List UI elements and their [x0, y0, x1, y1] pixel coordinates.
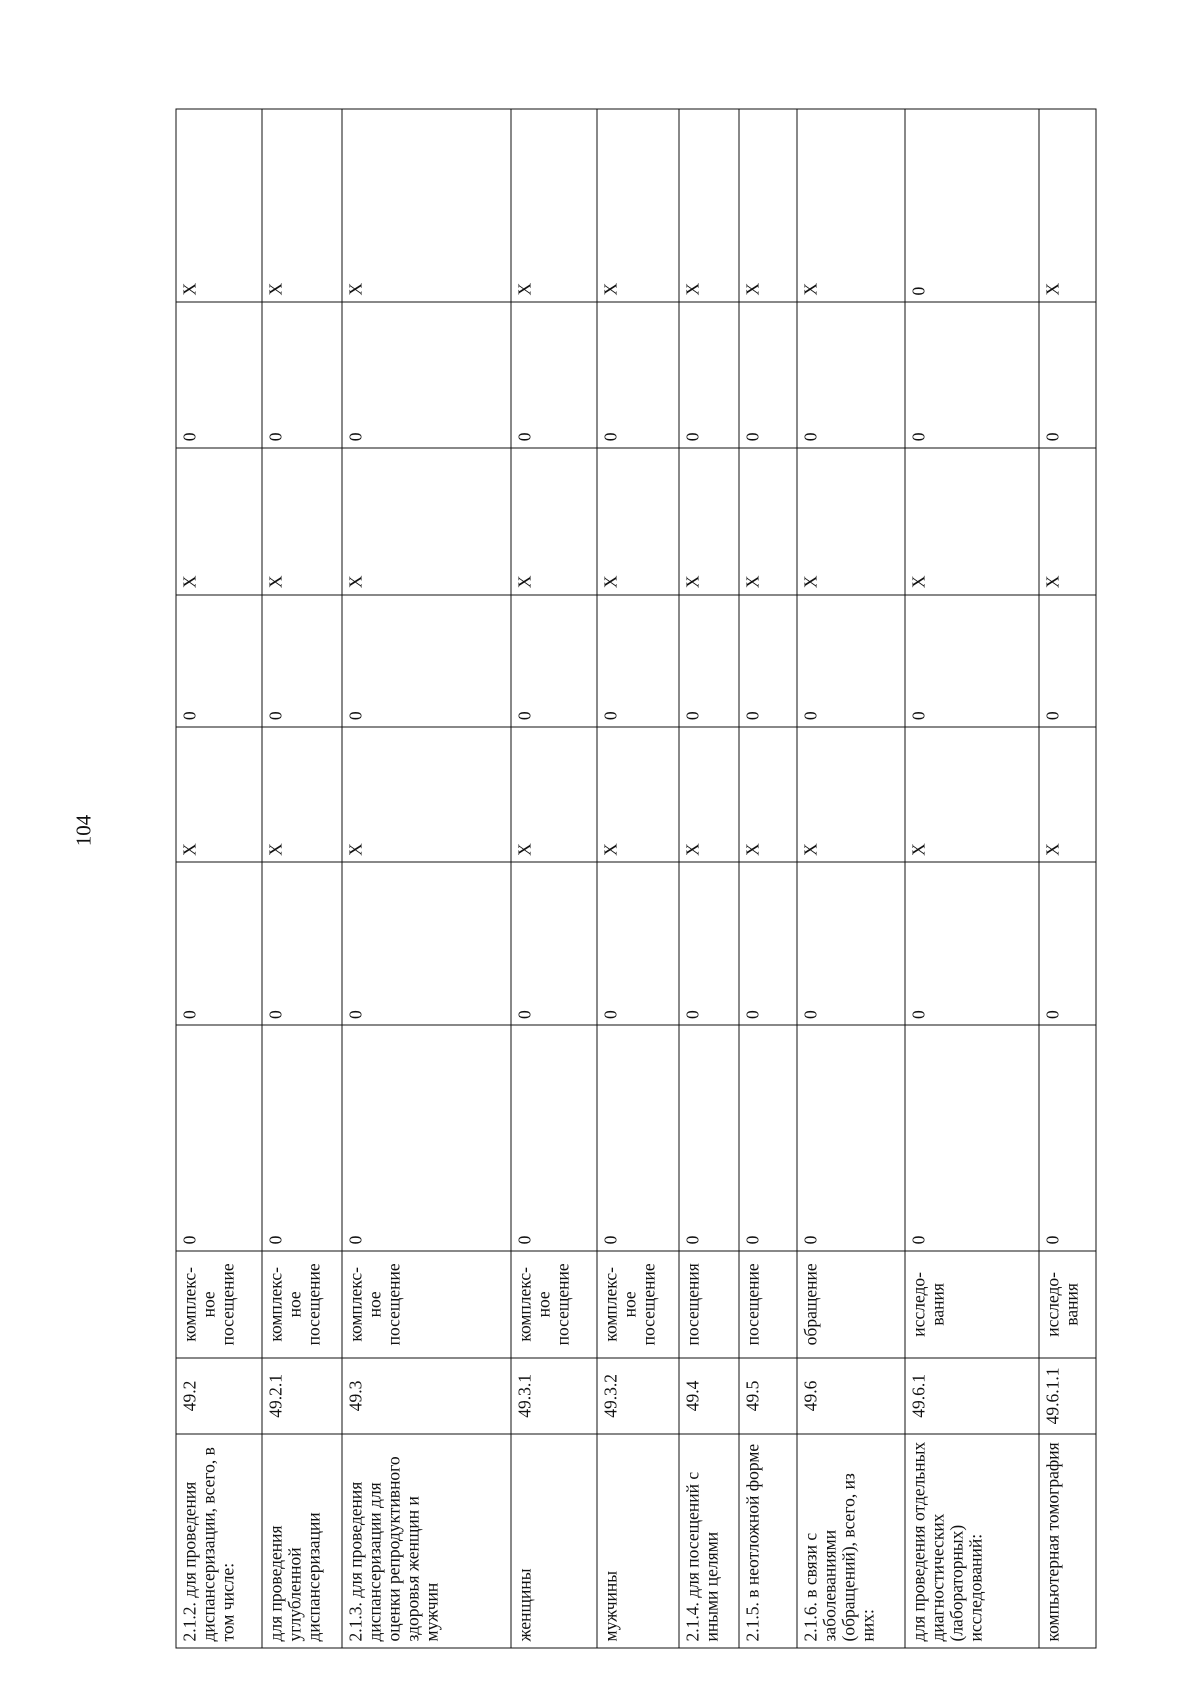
row-value-cell: 0: [678, 594, 738, 726]
row-name-cell: 2.1.5. в неотложной форме: [738, 1433, 796, 1647]
row-value-cell: X: [596, 447, 678, 594]
row-value-cell: X: [511, 726, 596, 862]
row-value-cell: X: [342, 109, 511, 302]
row-value-cell: 0: [262, 862, 342, 1025]
row-name-cell: мужчины: [596, 1433, 678, 1647]
row-name-cell: для проведения отдельных диагностических (лабораторных) исследований:: [905, 1433, 1039, 1647]
row-value-cell: 0: [905, 594, 1039, 726]
row-name-cell: женщины: [511, 1433, 596, 1647]
table-row: [678, 109, 738, 1648]
row-code-cell: 49.6.1.1: [1038, 1357, 1095, 1433]
row-value-cell: 0: [738, 1025, 796, 1250]
row-value-cell: X: [342, 726, 511, 862]
row-value-cell: X: [511, 447, 596, 594]
row-value-cell: X: [678, 726, 738, 862]
row-code-cell: 49.5: [738, 1357, 796, 1433]
row-value-cell: 0: [176, 862, 262, 1025]
row-value-cell: 0: [342, 302, 511, 448]
row-value-cell: 0: [262, 594, 342, 726]
row-value-cell: X: [1038, 726, 1095, 862]
table-row: [1038, 109, 1095, 1648]
row-value-cell: X: [738, 726, 796, 862]
row-name-cell: 2.1.4. для посещений с иными целями: [678, 1433, 738, 1647]
row-unit-cell: обращение: [797, 1250, 905, 1357]
row-value-cell: 0: [262, 302, 342, 448]
row-value-cell: X: [176, 109, 262, 302]
row-unit-cell: посещение: [738, 1250, 796, 1357]
row-value-cell: X: [1038, 447, 1095, 594]
row-value-cell: 0: [1038, 594, 1095, 726]
row-value-cell: 0: [797, 862, 905, 1025]
row-code-cell: 49.3: [342, 1357, 511, 1433]
row-name-cell: компьютерная томография: [1038, 1433, 1095, 1647]
row-value-cell: 0: [262, 1025, 342, 1250]
row-code-cell: 49.3.1: [511, 1357, 596, 1433]
table-row: [738, 109, 796, 1648]
row-value-cell: X: [905, 447, 1039, 594]
row-value-cell: 0: [905, 1025, 1039, 1250]
row-value-cell: X: [797, 109, 905, 302]
row-value-cell: 0: [342, 1025, 511, 1250]
row-value-cell: 0: [511, 302, 596, 448]
row-value-cell: X: [262, 109, 342, 302]
row-unit-cell: посещения: [678, 1250, 738, 1357]
row-value-cell: X: [738, 447, 796, 594]
row-name-cell: 2.1.3. для проведения диспансеризации для оценки репродуктивного здоровья женщин и мужчин: [342, 1433, 511, 1647]
row-unit-cell: комплекс-ное посещение: [176, 1250, 262, 1357]
row-value-cell: X: [797, 726, 905, 862]
row-value-cell: 0: [738, 594, 796, 726]
row-value-cell: 0: [596, 594, 678, 726]
row-value-cell: X: [511, 109, 596, 302]
row-value-cell: X: [738, 109, 796, 302]
row-value-cell: 0: [678, 1025, 738, 1250]
row-value-cell: 0: [511, 594, 596, 726]
row-value-cell: 0: [1038, 1025, 1095, 1250]
row-name-cell: 2.1.6. в связи с заболеваниями (обращений), всего, из них:: [797, 1433, 905, 1647]
table-container: [175, 108, 1096, 1648]
table-body: [176, 109, 1096, 1648]
row-code-cell: 49.3.2: [596, 1357, 678, 1433]
row-value-cell: X: [797, 447, 905, 594]
row-unit-cell: исследо-вания: [905, 1250, 1039, 1357]
table-row: [511, 109, 596, 1648]
row-value-cell: 0: [342, 862, 511, 1025]
row-value-cell: 0: [905, 302, 1039, 448]
row-code-cell: 49.4: [678, 1357, 738, 1433]
row-value-cell: X: [342, 447, 511, 594]
row-code-cell: 49.6: [797, 1357, 905, 1433]
row-unit-cell: исследо-вания: [1038, 1250, 1095, 1357]
table-row: [176, 109, 262, 1648]
row-value-cell: 0: [342, 594, 511, 726]
row-value-cell: X: [905, 726, 1039, 862]
row-value-cell: 0: [797, 302, 905, 448]
row-value-cell: 0: [797, 1025, 905, 1250]
row-value-cell: X: [678, 447, 738, 594]
row-value-cell: 0: [905, 862, 1039, 1025]
row-value-cell: X: [176, 726, 262, 862]
row-value-cell: 0: [176, 594, 262, 726]
row-value-cell: 0: [738, 862, 796, 1025]
row-value-cell: 0: [678, 862, 738, 1025]
row-value-cell: X: [176, 447, 262, 594]
row-value-cell: 0: [176, 1025, 262, 1250]
row-value-cell: 0: [1038, 862, 1095, 1025]
row-value-cell: 0: [596, 862, 678, 1025]
row-name-cell: для проведения углубленной диспансеризации: [262, 1433, 342, 1647]
row-code-cell: 49.2: [176, 1357, 262, 1433]
row-value-cell: 0: [596, 302, 678, 448]
row-name-cell: 2.1.2. для проведения диспансеризации, всего, в том числе:: [176, 1433, 262, 1647]
row-unit-cell: комплекс-ное посещение: [596, 1250, 678, 1357]
row-value-cell: 0: [176, 302, 262, 448]
table-row: [797, 109, 905, 1648]
row-value-cell: 0: [1038, 302, 1095, 448]
row-value-cell: X: [262, 447, 342, 594]
row-code-cell: 49.6.1: [905, 1357, 1039, 1433]
row-value-cell: X: [596, 109, 678, 302]
row-value-cell: X: [1038, 109, 1095, 302]
row-value-cell: 0: [797, 594, 905, 726]
row-value-cell: 0: [596, 1025, 678, 1250]
row-value-cell: 0: [738, 302, 796, 448]
row-value-cell: 0: [511, 1025, 596, 1250]
row-unit-cell: комплекс-ное посещение: [511, 1250, 596, 1357]
page-number: 104: [71, 814, 96, 847]
row-value-cell: X: [596, 726, 678, 862]
row-value-cell: 0: [905, 109, 1039, 302]
row-value-cell: 0: [678, 302, 738, 448]
row-value-cell: X: [678, 109, 738, 302]
table-row: [596, 109, 678, 1648]
row-value-cell: 0: [511, 862, 596, 1025]
row-code-cell: 49.2.1: [262, 1357, 342, 1433]
table-row: [342, 109, 511, 1648]
row-value-cell: X: [262, 726, 342, 862]
data-table: [175, 108, 1096, 1648]
table-row: [262, 109, 342, 1648]
table-row: [905, 109, 1039, 1648]
row-unit-cell: комплекс-ное посещение: [342, 1250, 511, 1357]
row-unit-cell: комплекс-ное посещение: [262, 1250, 342, 1357]
